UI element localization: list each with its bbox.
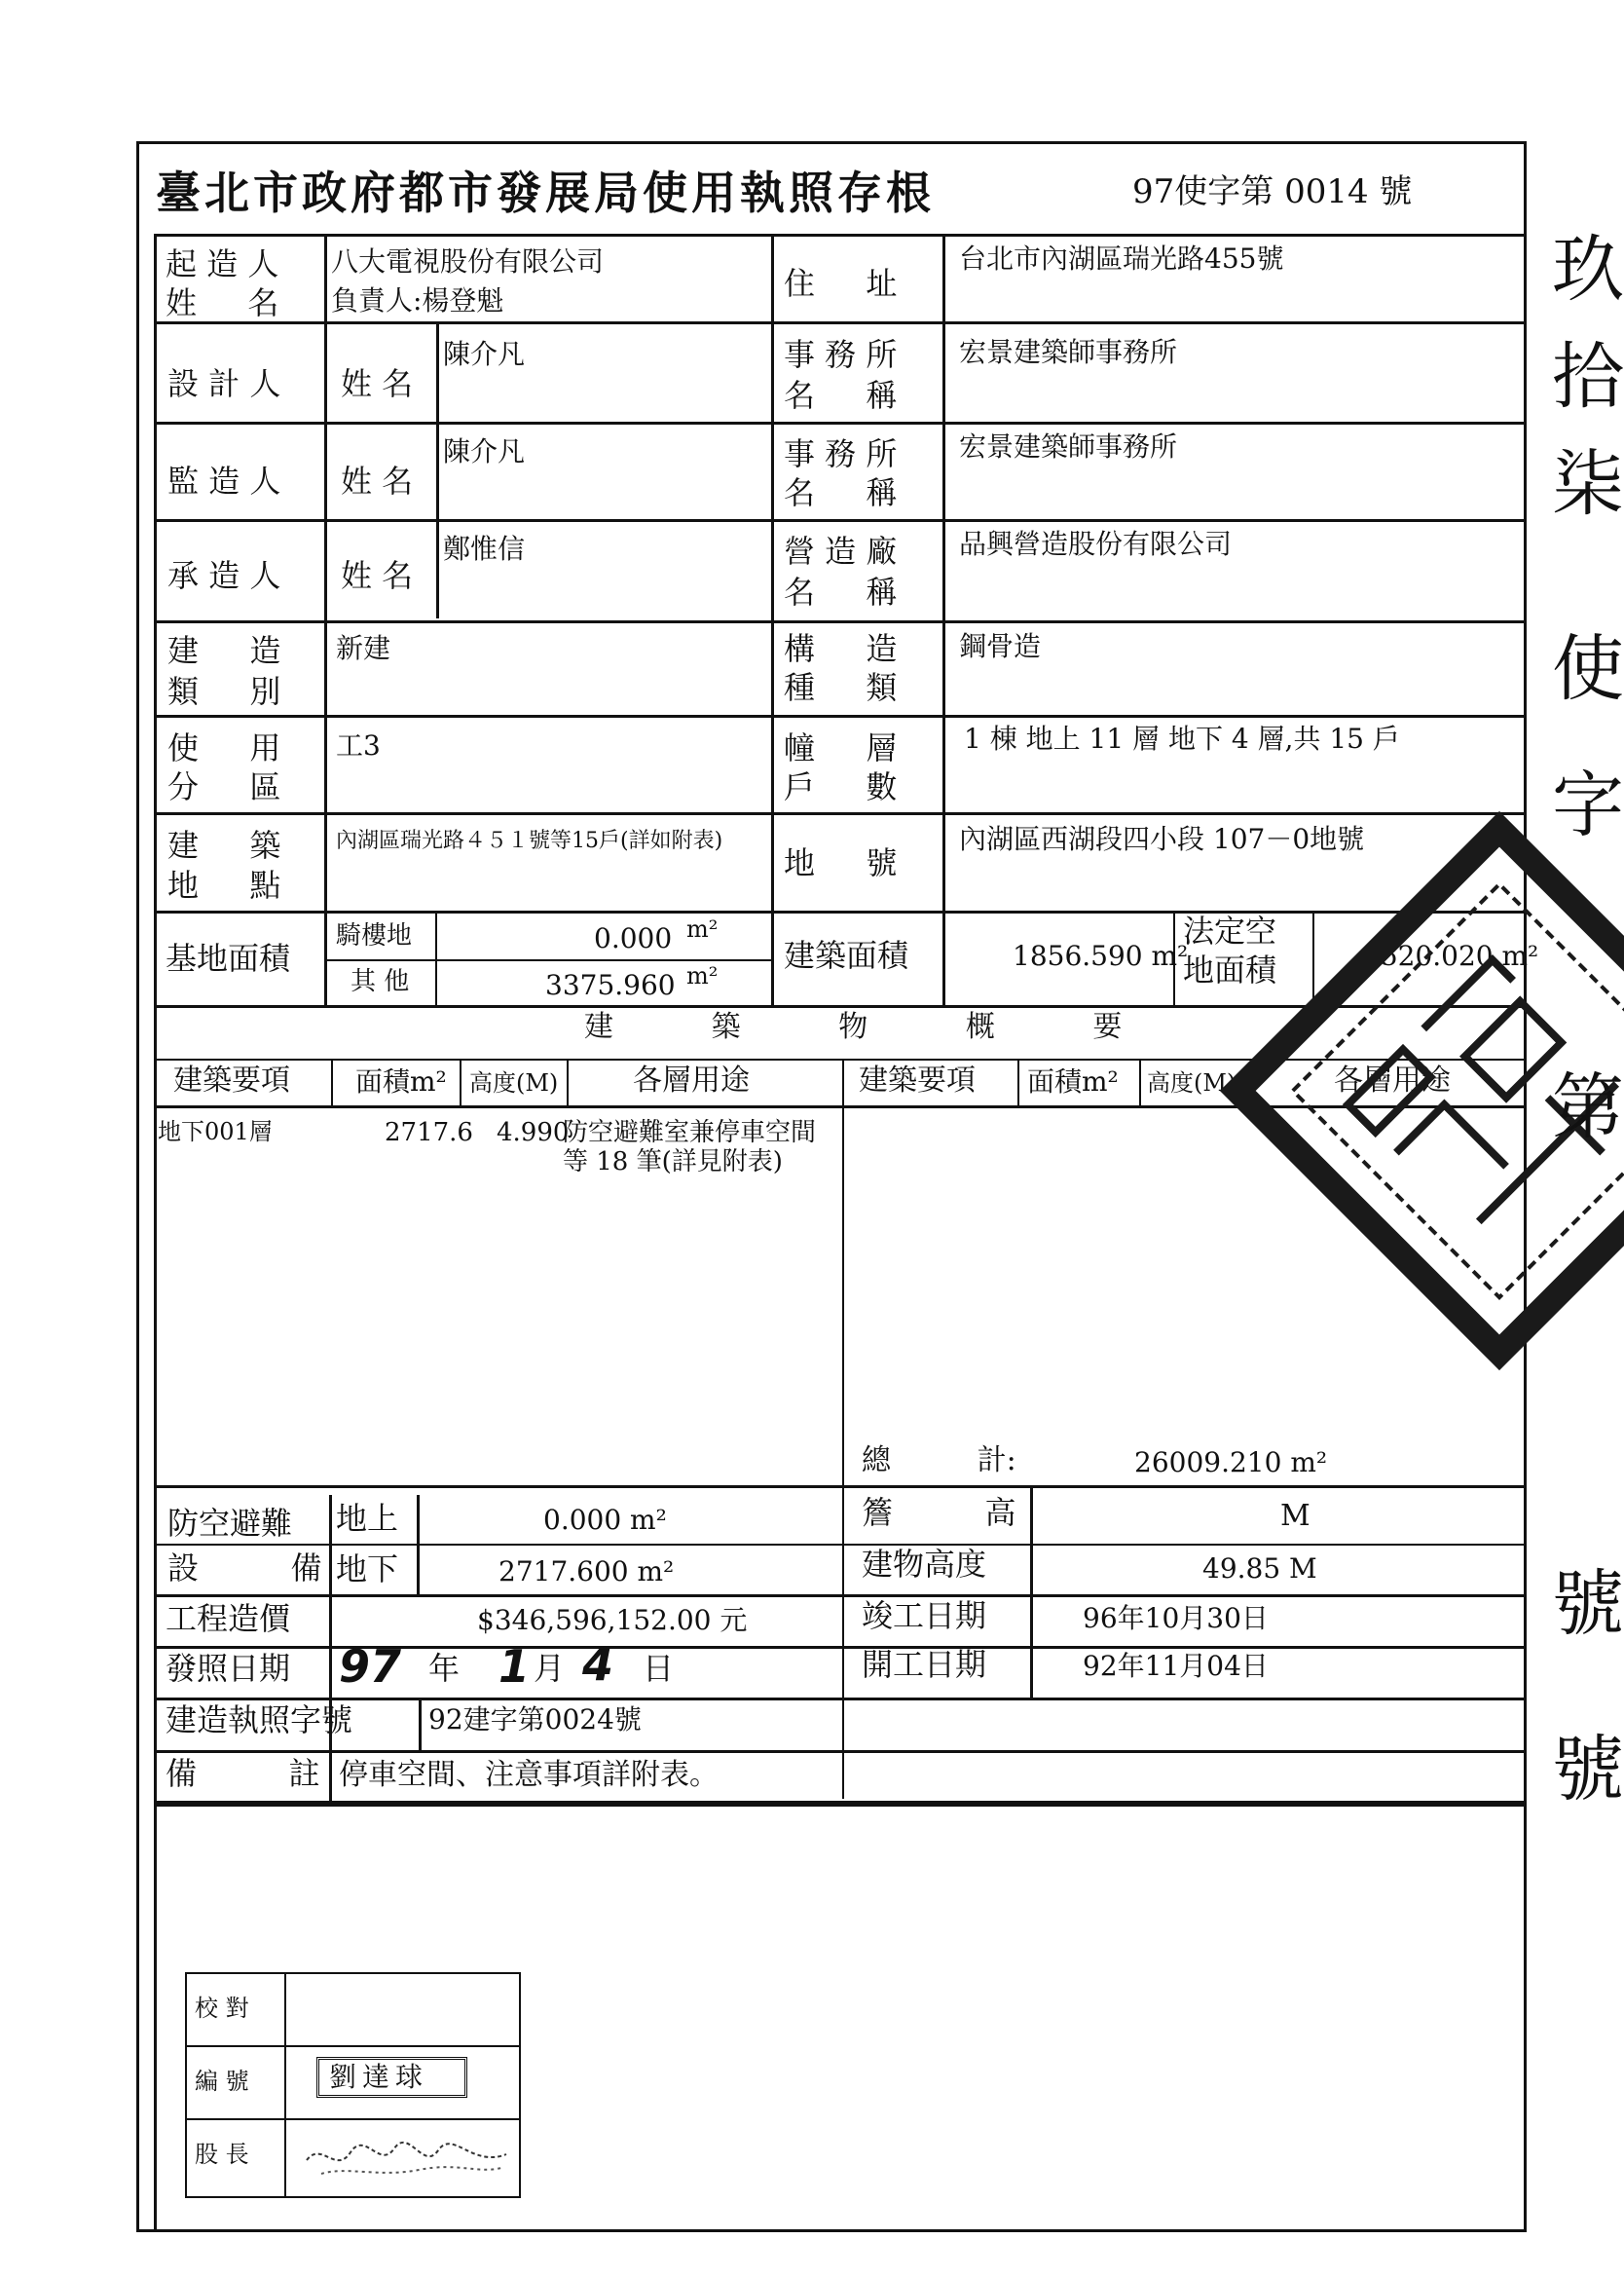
shelter-above-label: 地上: [336, 1500, 399, 1537]
shelter-above-value: 0.000 m²: [543, 1504, 667, 1536]
applicant-label-a: 起 造 人: [166, 245, 279, 282]
col-height-label: 高度(M): [469, 1069, 559, 1097]
supervisor-label: 監 造 人: [167, 463, 281, 500]
signature-scribble: [302, 2131, 516, 2182]
start-date-label: 開工日期: [862, 1646, 987, 1683]
floor-height: 4.990: [497, 1118, 570, 1147]
applicant-label-b: 姓 名: [166, 284, 279, 321]
arcade-value: 0.000: [594, 922, 673, 954]
issue-year-unit: 年: [428, 1650, 461, 1687]
margin-char-7: 號: [1552, 1562, 1624, 1646]
supervisor-office: 宏景建築師事務所: [959, 430, 1178, 463]
completion-label: 竣工日期: [862, 1597, 987, 1634]
contractor-label: 承 造 人: [167, 557, 281, 594]
official-seal: [1207, 818, 1605, 1363]
remarks-value: 停車空間、注意事項詳附表。: [339, 1758, 719, 1792]
address-value: 台北市內湖區瑞光路455號: [959, 243, 1284, 275]
issue-year: 97: [339, 1640, 402, 1693]
open-space-label-b: 地面積: [1183, 952, 1277, 989]
site-label-b: 地 點: [167, 867, 281, 904]
margin-char-4: 使: [1552, 627, 1624, 711]
permit-number: 97使字第 0014 號: [1132, 172, 1413, 211]
structure-label-a: 構 造: [784, 630, 898, 667]
lot-label: 地 號: [784, 844, 898, 881]
building-permit-label: 建造執照字號: [166, 1701, 353, 1738]
floor-use: 防空避難室兼停車空間: [563, 1118, 817, 1147]
total-value: 26009.210 m²: [1134, 1446, 1328, 1478]
floor-item: 地下001層: [158, 1118, 273, 1145]
margin-char-5: 字: [1552, 764, 1624, 847]
shelter-label-a: 防空避難: [167, 1505, 293, 1542]
construction-type-label-a: 建 造: [167, 632, 281, 669]
site-label-a: 建 築: [167, 827, 281, 864]
col-item-label: 建築要項: [173, 1064, 290, 1098]
designer-name-label: 姓 名: [341, 365, 414, 402]
site-value: 內湖區瑞光路４５１號等15戶(詳如附表): [336, 829, 723, 853]
margin-stamp-strip: [1548, 224, 1624, 2172]
issue-day: 4: [582, 1638, 614, 1691]
structure-label-b: 種 類: [784, 669, 898, 706]
col-use-label-right: 各層用途: [1334, 1064, 1451, 1098]
number-label: 編 號: [195, 2068, 249, 2095]
shelter-below-label: 地下: [336, 1550, 399, 1587]
supervisor-name: 陳介凡: [443, 435, 526, 467]
total-label: 總 計:: [862, 1443, 1016, 1477]
issue-date-label: 發照日期: [166, 1650, 291, 1687]
form-title: 臺北市政府都市發展局使用執照存根: [156, 167, 935, 219]
completion-value: 96年10月30日: [1083, 1602, 1269, 1634]
supervisor-office-label-b: 名 稱: [784, 474, 898, 511]
zoning-label-a: 使 用: [167, 729, 281, 766]
units-value: 1 棟 地上 11 層 地下 4 層,共 15 戶: [964, 723, 1400, 755]
units-label-a: 幢 層: [784, 729, 898, 766]
floor-area: 2717.6: [385, 1118, 473, 1147]
supervisor-office-label-a: 事 務 所: [784, 435, 898, 472]
lot-value: 內湖區西湖段四小段 107－0地號: [959, 823, 1365, 855]
building-height-label: 建物高度: [862, 1546, 987, 1583]
address-label: 住 址: [784, 265, 898, 302]
margin-char-8: 號: [1552, 1728, 1624, 1811]
cost-value: $346,596,152.00 元: [477, 1604, 748, 1636]
construction-type-value: 新建: [336, 632, 391, 664]
building-permit-value: 92建字第0024號: [428, 1703, 642, 1736]
other-area-value: 3375.960: [545, 969, 676, 1001]
building-area-label: 建築面積: [784, 937, 909, 974]
eave-value: M: [1280, 1499, 1310, 1533]
check-label: 校 對: [195, 1995, 249, 2022]
arcade-label: 騎樓地: [336, 921, 413, 951]
name-stamp: [316, 2057, 467, 2098]
zoning-value: 工3: [336, 729, 381, 762]
contractor-name: 鄭惟信: [443, 533, 526, 565]
issue-day-unit: 日: [643, 1650, 675, 1687]
other-area-unit: m²: [686, 962, 719, 989]
eave-label: 簷 高: [862, 1494, 1016, 1531]
margin-char-6: 第: [1552, 1065, 1624, 1149]
applicant-name: 八大電視股份有限公司: [331, 245, 605, 278]
contractor-factory: 品興營造股份有限公司: [959, 528, 1233, 560]
remarks-label: 備 註: [166, 1755, 320, 1792]
contractor-factory-label-a: 營 造 廠: [784, 533, 898, 570]
margin-char-1: 玖: [1552, 228, 1624, 312]
building-area-value: 1856.590 m²: [1013, 940, 1189, 972]
building-height-value: 49.85 M: [1202, 1552, 1317, 1585]
units-label-b: 戶 數: [784, 768, 898, 805]
issue-month: 1: [498, 1640, 531, 1693]
zoning-label-b: 分 區: [167, 768, 281, 805]
applicant-representative: 負責人:楊登魁: [331, 284, 504, 317]
summary-header: 建 築 物 概 要: [584, 1010, 1125, 1044]
designer-office: 宏景建築師事務所: [959, 336, 1178, 368]
construction-type-label-b: 類 別: [167, 673, 281, 710]
contractor-name-label: 姓 名: [341, 557, 414, 594]
name-stamp-text: 劉達球: [329, 2061, 429, 2093]
supervisor-name-label: 姓 名: [341, 463, 414, 500]
contractor-factory-label-b: 名 稱: [784, 574, 898, 611]
col-area-label: 面積m²: [355, 1065, 447, 1098]
floor-use-more: 等 18 筆(詳見附表): [563, 1147, 783, 1176]
open-space-label-a: 法定空: [1183, 913, 1277, 950]
designer-office-label-a: 事 務 所: [784, 336, 898, 373]
margin-char-3: 柒: [1552, 442, 1624, 526]
shelter-label-b: 設 備: [167, 1549, 322, 1586]
designer-label: 設 計 人: [167, 365, 281, 402]
other-area-label: 其 他: [351, 967, 410, 996]
chief-label: 股 長: [195, 2141, 249, 2168]
designer-name: 陳介凡: [443, 338, 526, 370]
margin-char-2: 拾: [1552, 335, 1624, 419]
start-date-value: 92年11月04日: [1083, 1650, 1269, 1682]
col-area-label-right: 面積m²: [1027, 1065, 1119, 1098]
arcade-unit: m²: [686, 915, 719, 943]
open-space-value: 1520.020 m²: [1363, 940, 1539, 972]
site-area-label: 基地面積: [166, 940, 291, 977]
shelter-below-value: 2717.600 m²: [498, 1555, 675, 1587]
col-use-label: 各層用途: [633, 1064, 750, 1098]
structure-value: 鋼骨造: [959, 630, 1042, 662]
cost-label: 工程造價: [166, 1600, 291, 1637]
col-item-label-right: 建築要項: [859, 1064, 976, 1098]
issue-month-unit: 月: [534, 1650, 566, 1687]
designer-office-label-b: 名 稱: [784, 377, 898, 414]
col-height-label-right: 高度(M): [1147, 1069, 1236, 1097]
